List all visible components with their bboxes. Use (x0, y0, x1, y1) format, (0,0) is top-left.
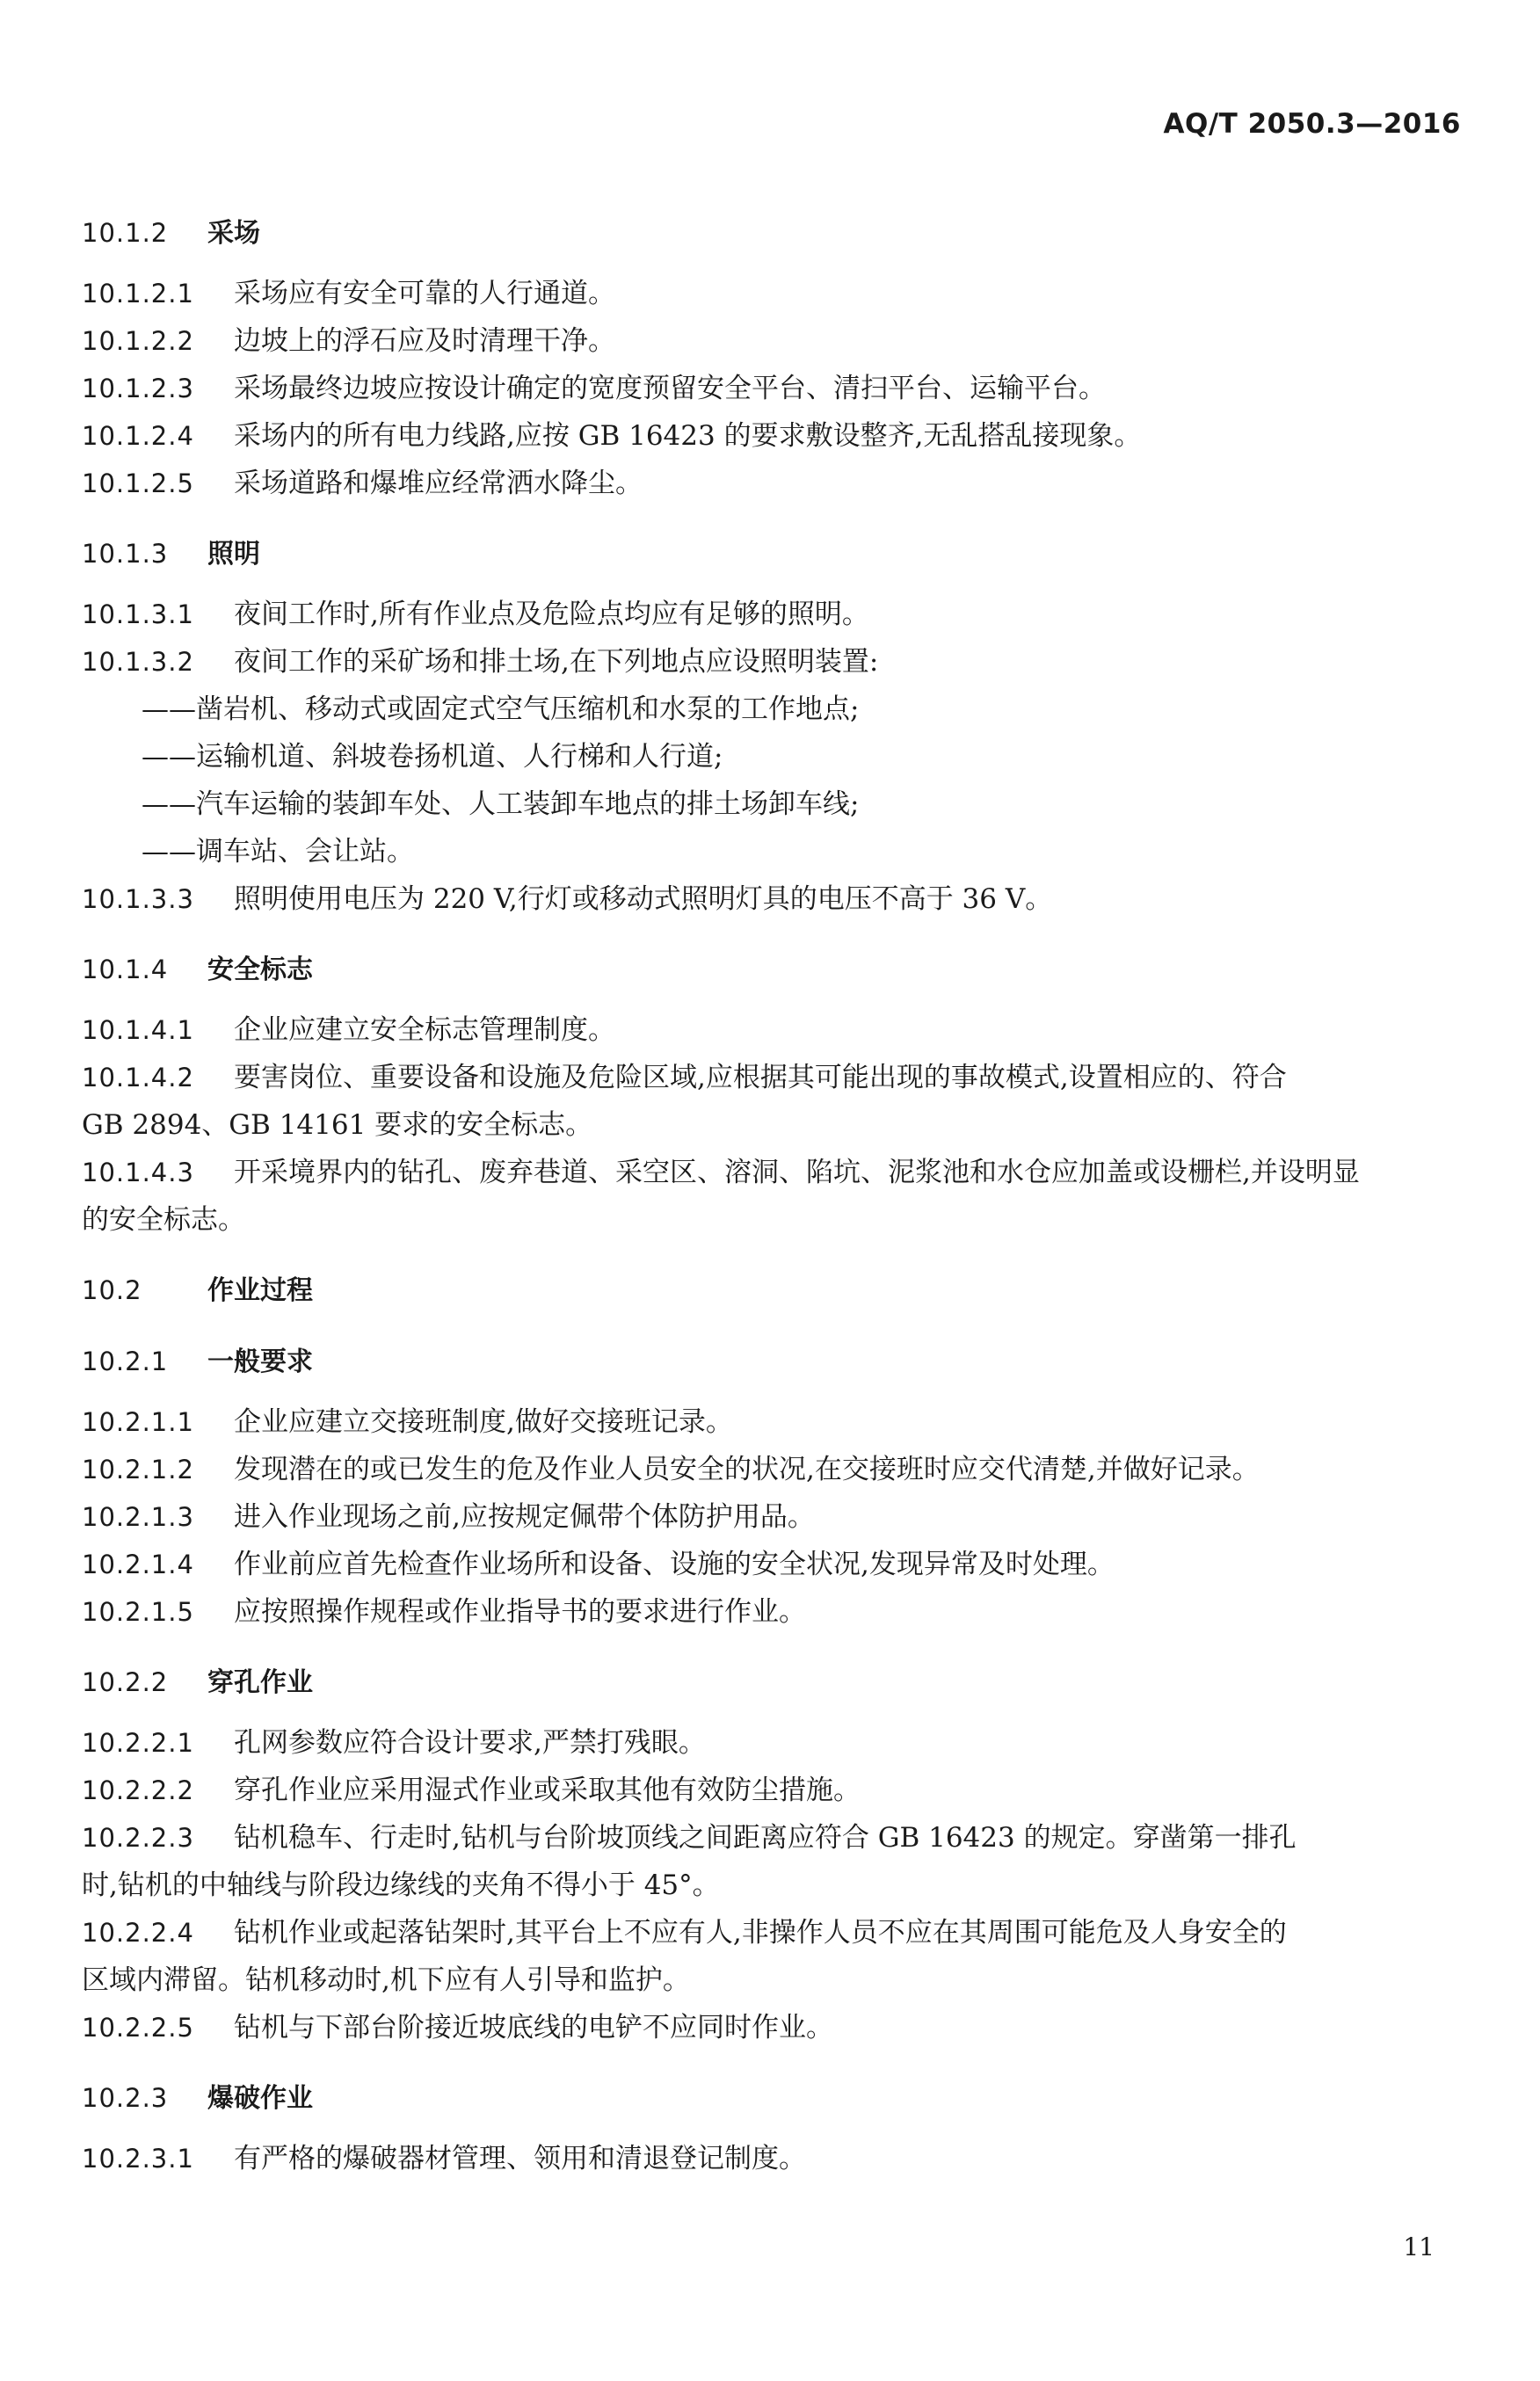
clause (82, 1814, 1459, 1862)
clause-text: 采场最终边坡应按设计确定的宽度预留安全平台、清扫平台、运输平台。 (234, 373, 1106, 404)
clause-number: 10.2.2.3 (82, 1823, 194, 1853)
clause-continuation: 的安全标志。 (82, 1204, 245, 1236)
standard-code: AQ/T 2050.3—2016 (1163, 108, 1461, 140)
clause-number: 10.2.2.5 (82, 2013, 194, 2043)
list-item: ——运输机道、斜坡卷扬机道、人行梯和人行道; (142, 741, 723, 773)
clause (82, 1767, 1459, 1814)
clause (82, 1054, 1459, 1101)
clause-text: 作业前应首先检查作业场所和设备、设施的安全状况,发现异常及时处理。 (234, 1549, 1115, 1580)
clause-text: 钻机与下部台阶接近坡底线的电铲不应同时作业。 (234, 2012, 833, 2043)
document-body (82, 209, 1459, 2182)
section-heading (82, 946, 1459, 994)
clause-number: 10.1.3.2 (82, 647, 194, 677)
section-title: 作业过程 (207, 1275, 313, 1306)
clause (82, 365, 1459, 412)
clause-text: 要害岗位、重要设备和设施及危险区域,应根据其可能出现的事故模式,设置相应的、符合 (234, 1062, 1287, 1093)
clause-number: 10.2.1.5 (82, 1597, 194, 1627)
section-title: 一般要求 (207, 1347, 313, 1377)
clause-number: 10.1.3.1 (82, 599, 194, 629)
section-title: 穿孔作业 (207, 1667, 313, 1698)
clause (82, 591, 1459, 638)
clause-text: 钻机作业或起落钻架时,其平台上不应有人,非操作人员不应在其周围可能危及人身安全的 (234, 1917, 1287, 1949)
clause (82, 638, 1459, 686)
section-number: 10.2 (82, 1275, 142, 1305)
list-item: ——汽车运输的装卸车处、人工装卸车地点的排土场卸车线; (142, 788, 860, 820)
section-title: 爆破作业 (207, 2083, 313, 2114)
clause-number: 10.1.2.4 (82, 421, 194, 451)
section-heading (82, 530, 1459, 578)
clause-number: 10.2.2.4 (82, 1918, 194, 1948)
clause-text: 进入作业现场之前,应按规定佩带个体防护用品。 (234, 1501, 815, 1533)
clause-text: 边坡上的浮石应及时清理干净。 (234, 325, 615, 357)
clause-number: 10.2.1.2 (82, 1455, 194, 1484)
clause-continuation: 区域内滞留。钻机移动时,机下应有人引导和监护。 (82, 1964, 690, 1996)
clause-text: 采场内的所有电力线路,应按 GB 16423 的要求敷设整齐,无乱搭乱接现象。 (234, 420, 1142, 452)
section-title: 安全标志 (207, 955, 313, 985)
clause-number: 10.1.4.1 (82, 1015, 194, 1045)
clause-number: 10.1.3.3 (82, 884, 194, 914)
section-number: 10.1.3 (82, 539, 169, 569)
section-number: 10.1.4 (82, 955, 169, 984)
section-heading (82, 1659, 1459, 1707)
clause-text: 照明使用电压为 220 V,行灯或移动式照明灯具的电压不高于 36 V。 (234, 883, 1053, 915)
clause-number: 10.1.2.3 (82, 374, 194, 403)
clause (82, 460, 1459, 507)
clause (82, 1006, 1459, 1054)
list-item: ——凿岩机、移动式或固定式空气压缩机和水泵的工作地点; (142, 693, 860, 725)
clause (82, 2135, 1459, 2182)
clause (82, 1398, 1459, 1446)
clause-number: 10.1.4.3 (82, 1158, 194, 1187)
clause-text: 孔网参数应符合设计要求,严禁打残眼。 (234, 1727, 706, 1759)
clause-number: 10.2.2.2 (82, 1775, 194, 1805)
clause-number: 10.1.2.5 (82, 468, 194, 498)
clause (82, 412, 1459, 460)
section-number: 10.2.3 (82, 2083, 169, 2113)
clause-text: 穿孔作业应采用湿式作业或采取其他有效防尘措施。 (234, 1775, 861, 1806)
clause (82, 1446, 1459, 1493)
chapter-heading (82, 1267, 1459, 1315)
clause (82, 1541, 1459, 1588)
list-item: ——调车站、会让站。 (142, 836, 414, 867)
clause (82, 1149, 1459, 1196)
clause-number: 10.1.2.1 (82, 279, 194, 309)
section-number: 10.2.1 (82, 1347, 169, 1376)
clause-text: 开采境界内的钻孔、废弃巷道、采空区、溶洞、陷坑、泥浆池和水仓应加盖或设栅栏,并设明显 (234, 1157, 1360, 1188)
clause-number: 10.2.1.3 (82, 1502, 194, 1532)
section-number: 10.1.2 (82, 218, 169, 248)
clause-text: 有严格的爆破器材管理、领用和清退登记制度。 (234, 2143, 806, 2174)
clause (82, 1909, 1459, 1956)
section-heading (82, 2074, 1459, 2123)
clause (82, 875, 1459, 923)
clause-number: 10.2.3.1 (82, 2144, 194, 2174)
clause (82, 317, 1459, 365)
clause-text: 采场应有安全可靠的人行通道。 (234, 278, 615, 309)
section-heading (82, 1338, 1459, 1386)
section-title: 照明 (207, 539, 260, 570)
clause-text: 夜间工作时,所有作业点及危险点均应有足够的照明。 (234, 599, 869, 630)
section-number: 10.2.2 (82, 1667, 169, 1697)
clause-text: 夜间工作的采矿场和排土场,在下列地点应设照明装置: (234, 646, 879, 678)
clause (82, 1493, 1459, 1541)
clause-number: 10.2.2.1 (82, 1728, 194, 1758)
clause-number: 10.2.1.1 (82, 1407, 194, 1437)
clause-text: 企业应建立安全标志管理制度。 (234, 1014, 615, 1046)
clause-text: 企业应建立交接班制度,做好交接班记录。 (234, 1406, 733, 1438)
clause-text: 采场道路和爆堆应经常洒水降尘。 (234, 468, 643, 499)
section-heading (82, 209, 1459, 258)
clause-continuation: 时,钻机的中轴线与阶段边缘线的夹角不得小于 45°。 (82, 1869, 720, 1901)
clause (82, 270, 1459, 317)
clause-text: 应按照操作规程或作业指导书的要求进行作业。 (234, 1596, 806, 1628)
clause (82, 2004, 1459, 2051)
section-title: 采场 (207, 218, 260, 249)
clause-number: 10.1.2.2 (82, 326, 194, 356)
clause-continuation: GB 2894、GB 14161 要求的安全标志。 (82, 1109, 593, 1141)
clause-text: 钻机稳车、行走时,钻机与台阶坡顶线之间距离应符合 GB 16423 的规定。穿凿第一排孔 (234, 1822, 1297, 1854)
clause-number: 10.2.1.4 (82, 1550, 194, 1579)
clause (82, 1719, 1459, 1767)
page-number: 11 (1403, 2232, 1435, 2261)
clause (82, 1588, 1459, 1636)
clause-number: 10.1.4.2 (82, 1063, 194, 1093)
clause-text: 发现潜在的或已发生的危及作业人员安全的状况,在交接班时应交代清楚,并做好记录。 (234, 1454, 1260, 1485)
